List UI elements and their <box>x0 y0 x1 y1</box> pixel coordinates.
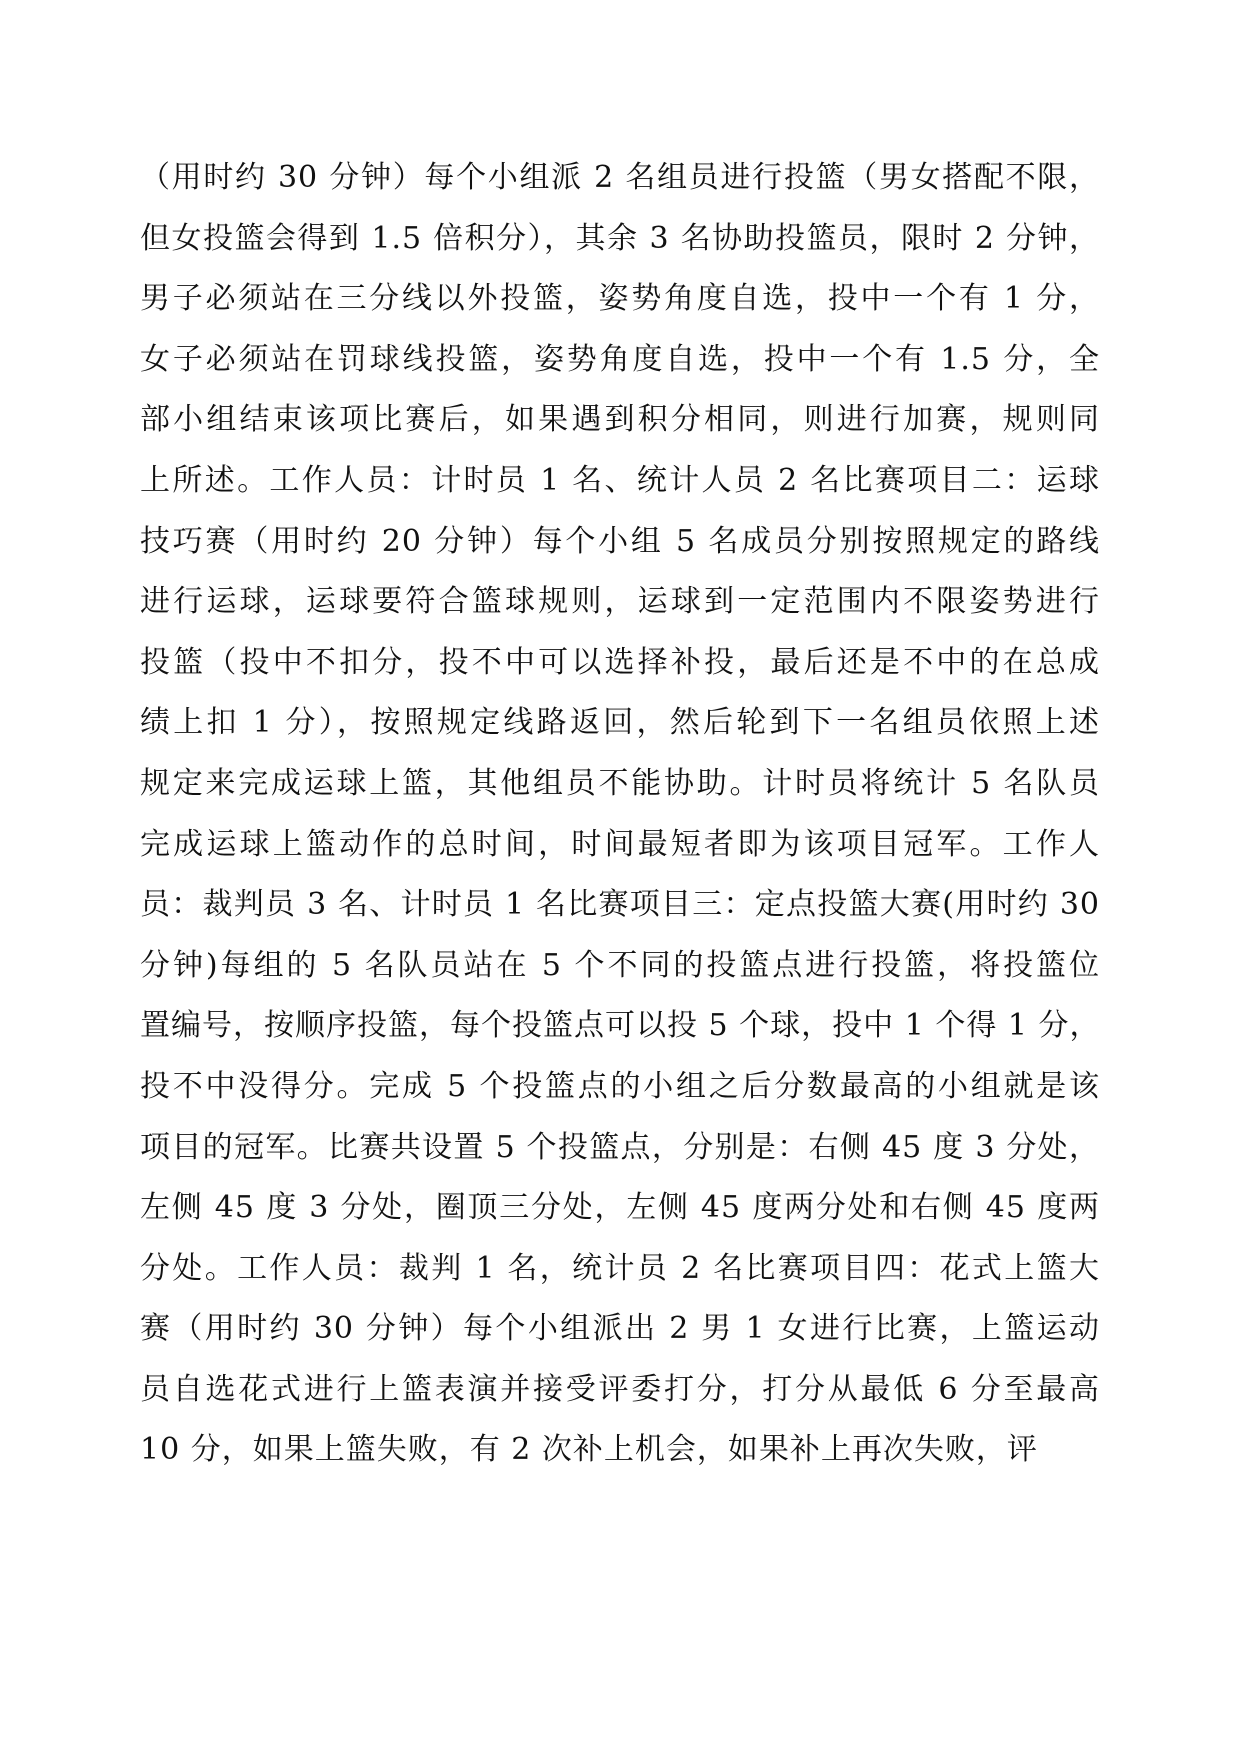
text-line: 员自选花式进行上篮表演并接受评委打分，打分从最低 6 分至最高 <box>140 1371 1100 1407</box>
text-line: 置编号，按顺序投篮，每个投篮点可以投 5 个球，投中 1 个得 1 分， <box>140 1008 1101 1044</box>
text-line: 员：裁判员 3 名、计时员 1 名比赛项目三：定点投篮大赛(用时约 30 <box>140 887 1100 923</box>
text-line: 绩上扣 1 分），按照规定线路返回，然后轮到下一名组员依照上述 <box>140 705 1100 741</box>
text-line: 左侧 45 度 3 分处，圈顶三分处，左侧 45 度两分处和右侧 45 度两 <box>140 1190 1100 1226</box>
text-line: 但女投篮会得到 1.5 倍积分），其余 3 名协助投篮员，限时 2 分钟， <box>140 220 1100 256</box>
text-line: （用时约 30 分钟）每个小组派 2 名组员进行投篮（男女搭配不限， <box>140 160 1100 195</box>
body-text <box>140 148 1100 1481</box>
text-line: 部小组结束该项比赛后，如果遇到积分相同，则进行加赛，规则同 <box>140 402 1100 438</box>
text-line: 项目的冠军。比赛共设置 5 个投篮点，分别是：右侧 45 度 3 分处， <box>140 1129 1100 1165</box>
text-line: 女子必须站在罚球线投篮，姿势角度自选，投中一个有 1.5 分，全 <box>140 341 1100 377</box>
text-line: 男子必须站在三分线以外投篮，姿势角度自选，投中一个有 1 分， <box>140 281 1100 317</box>
text-line: 分钟)每组的 5 名队员站在 5 个不同的投篮点进行投篮，将投篮位 <box>140 947 1100 983</box>
text-line: 分处。工作人员：裁判 1 名，统计员 2 名比赛项目四：花式上篮大 <box>140 1250 1100 1286</box>
text-line: 赛（用时约 30 分钟）每个小组派出 2 男 1 女进行比赛，上篮运动 <box>140 1311 1100 1347</box>
text-line: 投篮（投中不扣分，投不中可以选择补投，最后还是不中的在总成 <box>140 644 1100 680</box>
text-line: 完成运球上篮动作的总时间，时间最短者即为该项目冠军。工作人 <box>140 826 1100 862</box>
text-line: 规定来完成运球上篮，其他组员不能协助。计时员将统计 5 名队员 <box>140 765 1100 801</box>
text-line: 10 分，如果上篮失败，有 2 次补上机会，如果补上再次失败，评 <box>140 1432 1038 1468</box>
text-line: 技巧赛（用时约 20 分钟）每个小组 5 名成员分别按照规定的路线 <box>140 523 1100 559</box>
text-line: 上所述。工作人员：计时员 1 名、统计人员 2 名比赛项目二：运球 <box>140 462 1100 498</box>
text-line: 进行运球，运球要符合篮球规则，运球到一定范围内不限姿势进行 <box>140 584 1100 620</box>
text-line: 投不中没得分。完成 5 个投篮点的小组之后分数最高的小组就是该 <box>140 1068 1100 1104</box>
